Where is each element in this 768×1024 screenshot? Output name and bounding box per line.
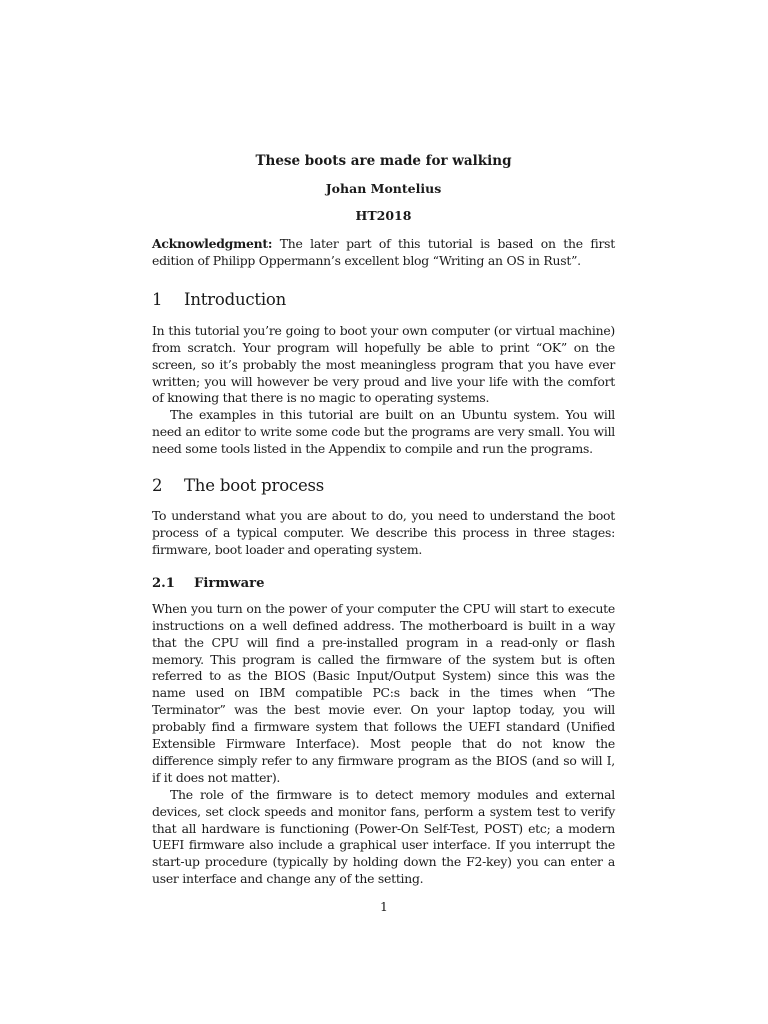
introduction-paragraph-1: In this tutorial you’re going to boot your own computer (or virtual machine) from scratch. Your program will hopefully be able to print “OK” on the screen, so it’s probably the most meaningless program that you have ever written; you will however be very proud and live your life with the comfort of knowing that there is no magic to operating systems. [152,322,615,406]
subsection-number: 2.1 [152,575,175,591]
subsection-heading-firmware [152,575,615,593]
document-title: These boots are made for walking [255,153,512,169]
page-number: 1 [380,899,388,914]
section-title: Introduction [184,289,287,309]
section-title: The boot process [184,476,325,496]
acknowledgment-label: Acknowledgment: [152,236,273,251]
document-page [152,152,615,888]
acknowledgment-paragraph [152,236,615,270]
document-term: HT2018 [355,208,412,223]
section-heading-boot-process [152,476,615,496]
boot-process-paragraph-1: To understand what you are about to do, you need to understand the boot process of a typical computer. We describe this process in three stages: firmware, boot loader and operating system. [152,508,615,557]
document-author: Johan Montelius [325,181,442,196]
introduction-paragraph-2: The examples in this tutorial are built on an Ubuntu system. You will need an editor to write some code but the programs are very small. You will need some tools listed in the Appendix to compile and run the programs. [152,407,615,457]
firmware-paragraph-2: The role of the firmware is to detect memory modules and external devices, set clock speeds and monitor fans, perform a system test to verify that all hardware is functioning (Power-On Self-Test, POST) etc; a modern UEFI firmware also include a graphical user interface. If you interrupt the start-up procedure (typically by holding down the F2-key) you can enter a user interface and change any of the setting. [152,786,615,887]
title-block [152,152,615,224]
acknowledgment-text: The later part of this tutorial is based on the first edition of Philipp Oppermann’s excellent blog “Writing an OS in Rust”. [152,236,615,268]
section-heading-introduction [152,290,615,310]
section-number: 2 [152,476,163,496]
firmware-paragraph-1: When you turn on the power of your computer the CPU will start to execute instructions on a well defined address. The motherboard is built in a way that the CPU will find a pre-installed program in a read-only or flash memory. This program is called the firmware of the system but is often referred to as the BIOS (Basic Input/Output System) since this was the name used on IBM compatible PC:s back in the times when “The Terminator” was the best movie ever. On your laptop today, you will probably find a firmware system that follows the UEFI standard (Unified Extensible Firmware Interface). Most people that do not know the difference simply refer to any firmware program as the BIOS (and so will I, if it does not matter). [152,600,615,785]
section-number: 1 [152,289,163,309]
subsection-title: Firmware [194,575,265,591]
